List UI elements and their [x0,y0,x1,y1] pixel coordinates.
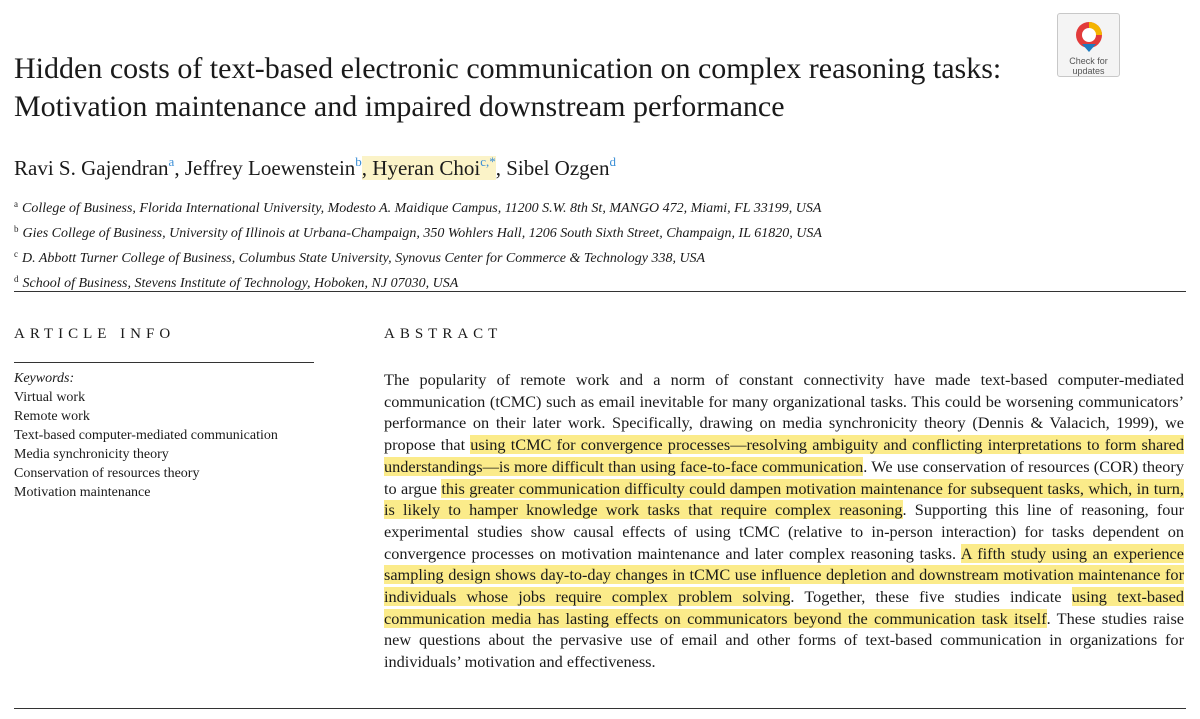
author-affiliation-link[interactable]: c,* [480,154,496,169]
keyword-item: Virtual work [14,390,86,405]
author-name[interactable]: Hyeran Choi [372,156,481,180]
check-for-updates-badge[interactable] [1057,13,1120,77]
author-affiliation-link[interactable]: a [168,154,175,169]
keyword-item: Motivation maintenance [14,485,151,500]
article-info-divider [14,362,314,363]
badge-label-line1: Check for [1069,56,1108,66]
affiliation-text: School of Business, Stevens Institute of Technology, Hoboken, NJ 07030, USA [22,276,459,291]
abstract-segment: . Supporting this line of reasoning, four experimental studies show causal effects of using tCMC (relative to in-person interaction) for tasks dependent on convergence processes on motivation maintenance and later complex reasoning tasks. [384,500,1184,563]
author-name[interactable]: Sibel Ozgen [506,156,610,180]
abstract-heading: ABSTRACT [384,326,503,342]
badge-label-line2: updates [1072,66,1105,76]
affiliation-marker: a [14,199,18,209]
abstract-segment: . We use conservation of resources (COR) theory to argue [384,456,1184,498]
affiliation-marker: d [14,274,19,284]
affiliation-marker: b [14,224,19,234]
affiliation-list [14,194,1194,294]
abstract-segment: . These studies raise new questions about the pervasive use of email and other forms of text-based communication in organizations for individuals’ motivation and effectiveness. [384,608,1185,672]
article-info-heading: ARTICLE INFO [14,326,176,342]
header-divider [14,291,1186,292]
affiliation [14,244,1194,269]
affiliation-text: Gies College of Business, University of Illinois at Urbana-Champaign, 350 Wohlers Hall, 1206 South Sixth Street, Champaign, IL 61820, USA [22,226,822,241]
article-title: Hidden costs of text-based electronic communication on complex reasoning tasks: Motivation maintenance and impaired downstream performance [14,52,1002,123]
keyword-list [14,388,344,502]
author-affiliation-link[interactable]: d [609,154,616,169]
affiliation-text: D. Abbott Turner College of Business, Columbus State University, Synovus Center for Commerce & Technology 338, USA [22,251,706,266]
affiliation-text: College of Business, Florida International University, Modesto A. Maidique Campus, 11200 S.W. 8th St, MANGO 472, Miami, FL 33199, USA [22,201,822,216]
keyword-item: Conservation of resources theory [14,466,200,481]
affiliation [14,219,1194,244]
abstract-highlight: using tCMC for convergence processes—resolving ambiguity and conflicting interpretations to form shared understandings—is more difficult than using face-to-face communication [384,435,1185,476]
keywords-section [14,369,344,502]
affiliation-marker: c [14,249,18,259]
abstract-text [384,369,1184,673]
author-affiliation-link[interactable]: b [355,154,362,169]
check-for-updates-icon [1072,20,1106,54]
abstract-segment: . Together, these five studies indicate [790,587,1072,607]
keyword-item: Media synchronicity theory [14,447,169,462]
author-name[interactable]: Jeffrey Loewenstein [184,156,356,180]
abstract-highlight: this greater communication difficulty could dampen motivation maintenance for subsequent tasks, which, in turn, is likely to hamper knowledge work tasks that require complex reasoning [384,478,1184,520]
abstract-highlight: A fifth study using an experience sampling design shows day-to-day changes in tCMC use influence depletion and downstream motivation maintenance for individuals whose jobs require complex problem solving [384,543,1185,607]
author-name[interactable]: Ravi S. Gajendran [14,156,169,180]
author-list: Ravi S. Gajendran$^a$, Jeffrey Loewenstein$^b$, Hyeran Choi$^{c,*}$, Sibel Ozgen$^d$ [14,154,616,180]
affiliation [14,194,1194,219]
abstract-segment: The popularity of remote work and a norm of constant connectivity have made text-based computer-mediated communication (tCMC) such as email inevitable for many organizational tasks. This could be worsening communicators’ performance on their later work. Specifically, drawing on media synchronicity theory (Dennis & Valacich, 1999), we propose that [384,370,1184,455]
keyword-item: Text-based computer-mediated communication [14,428,278,443]
footer-divider [14,708,1186,709]
keyword-item: Remote work [14,409,90,424]
abstract-highlight: using text-based communication media has lasting effects on communicators beyond the communication task itself [384,587,1184,628]
keywords-label: Keywords: [14,371,75,386]
